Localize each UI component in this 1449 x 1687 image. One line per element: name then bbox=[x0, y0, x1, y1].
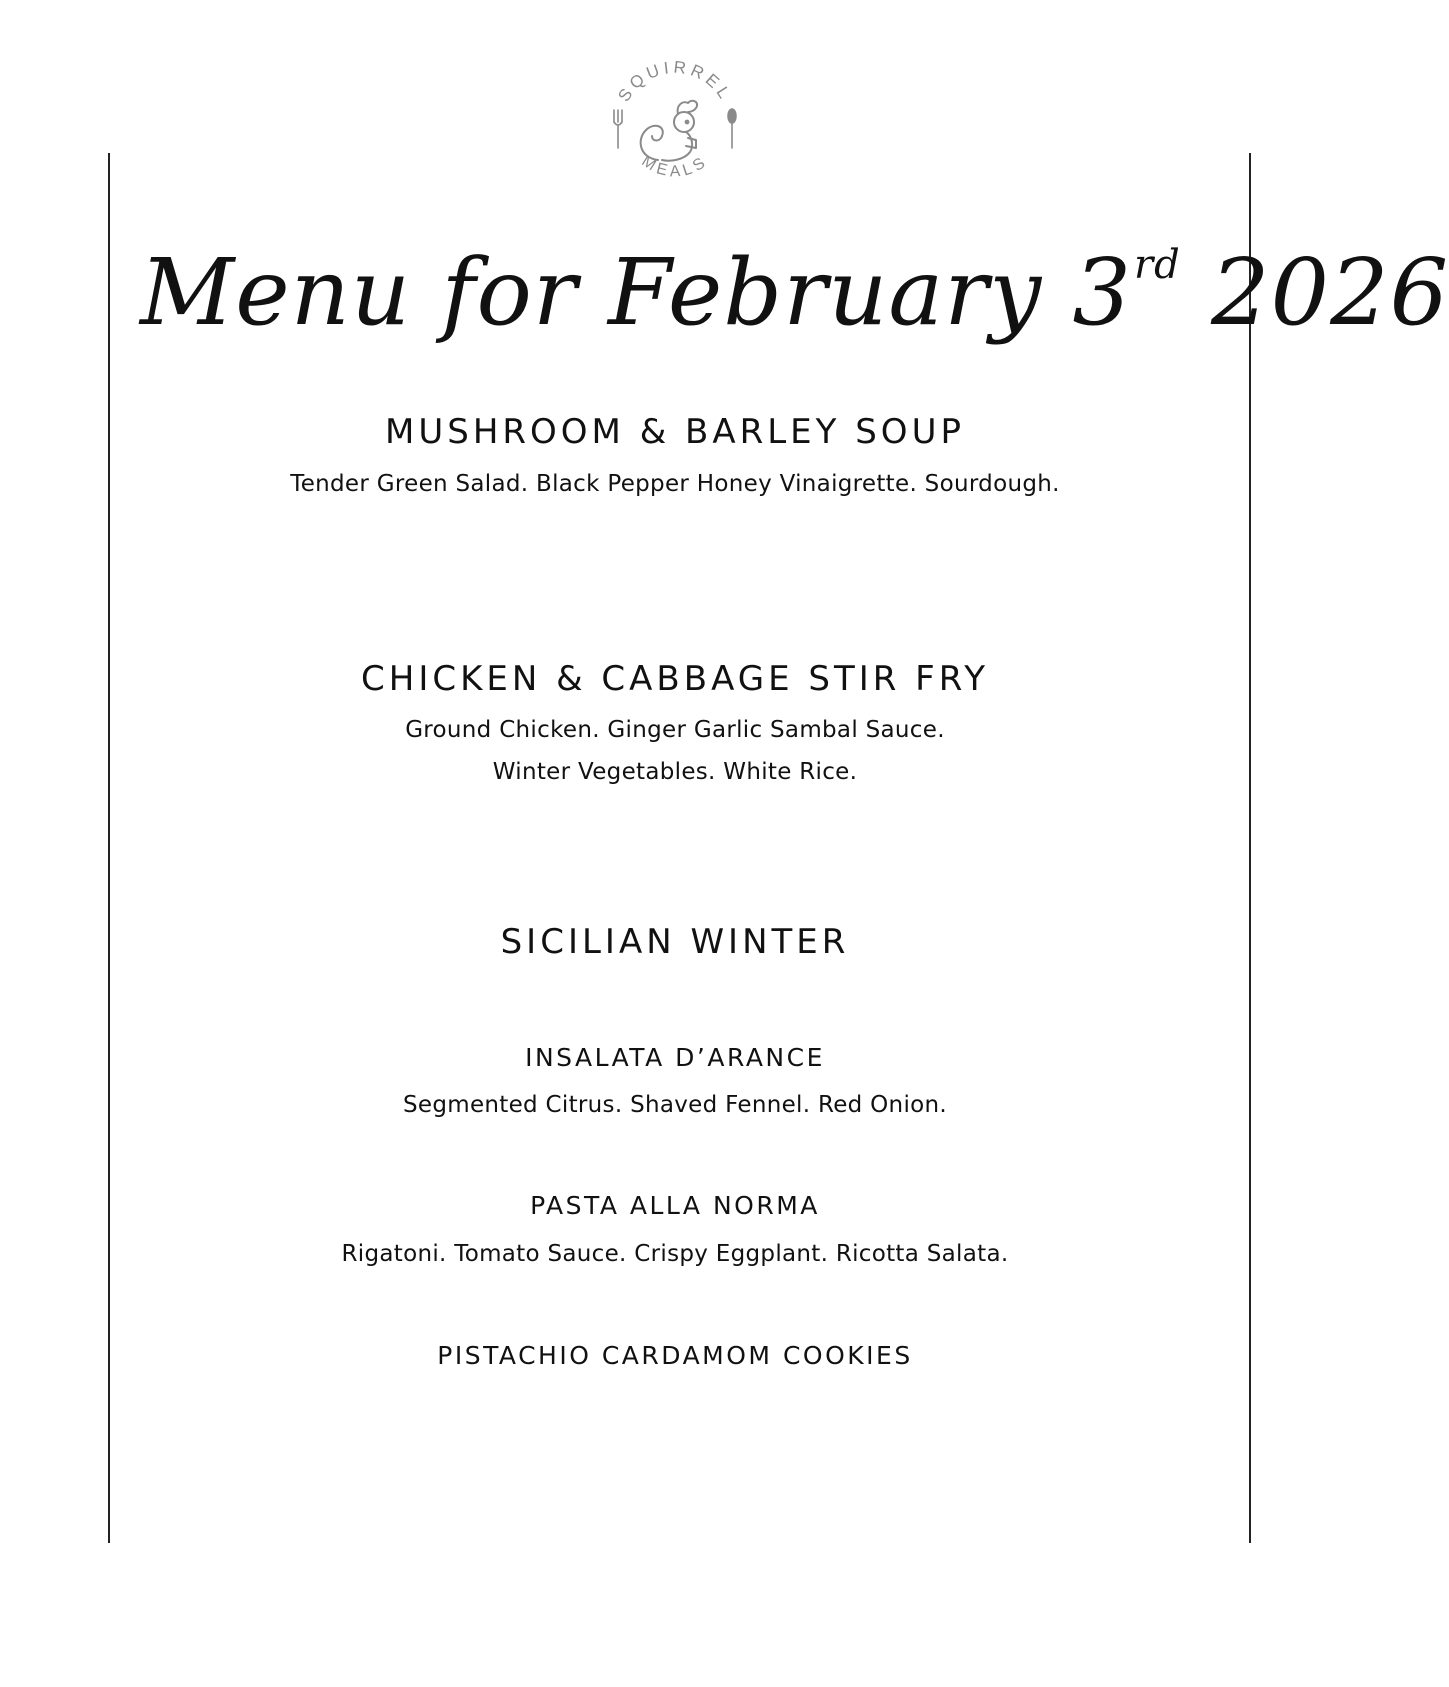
course-title-pistachio-cookies: PISTACHIO CARDAMOM COOKIES bbox=[437, 1341, 913, 1370]
svg-text:MEALS: MEALS bbox=[638, 152, 712, 181]
left-border-line bbox=[108, 153, 110, 1543]
dish-description-chicken-stir-fry-line1: Ground Chicken. Ginger Garlic Sambal Sauce. bbox=[405, 717, 945, 743]
dish-description-chicken-stir-fry-line2: Winter Vegetables. White Rice. bbox=[492, 759, 858, 785]
svg-text:SQUIRREL: SQUIRREL bbox=[614, 57, 736, 106]
squirrel-chef-icon bbox=[600, 48, 750, 198]
course-description-pasta-norma: Rigatoni. Tomato Sauce. Crispy Eggplant. Ricotta Salata. bbox=[341, 1241, 1009, 1267]
dish-title-mushroom-soup: MUSHROOM & BARLEY SOUP bbox=[385, 412, 965, 452]
course-title-insalata: INSALATA D’ARANCE bbox=[525, 1043, 825, 1072]
title-ordinal: rd bbox=[1134, 242, 1181, 288]
dish-title-sicilian-winter: SICILIAN WINTER bbox=[500, 922, 850, 962]
title-year: 2026 bbox=[1211, 239, 1449, 346]
course-description-insalata: Segmented Citrus. Shaved Fennel. Red Onion. bbox=[403, 1092, 947, 1118]
menu-title bbox=[140, 200, 1449, 358]
dish-title-chicken-stir-fry: CHICKEN & CABBAGE STIR FRY bbox=[361, 659, 989, 699]
right-border-line bbox=[1249, 153, 1251, 1543]
squirrel-meals-logo bbox=[600, 48, 750, 198]
title-text: Menu for February 3 bbox=[140, 239, 1133, 346]
dish-description-mushroom-soup: Tender Green Salad. Black Pepper Honey Vinaigrette. Sourdough. bbox=[290, 471, 1060, 497]
course-title-pasta-norma: PASTA ALLA NORMA bbox=[530, 1191, 820, 1220]
